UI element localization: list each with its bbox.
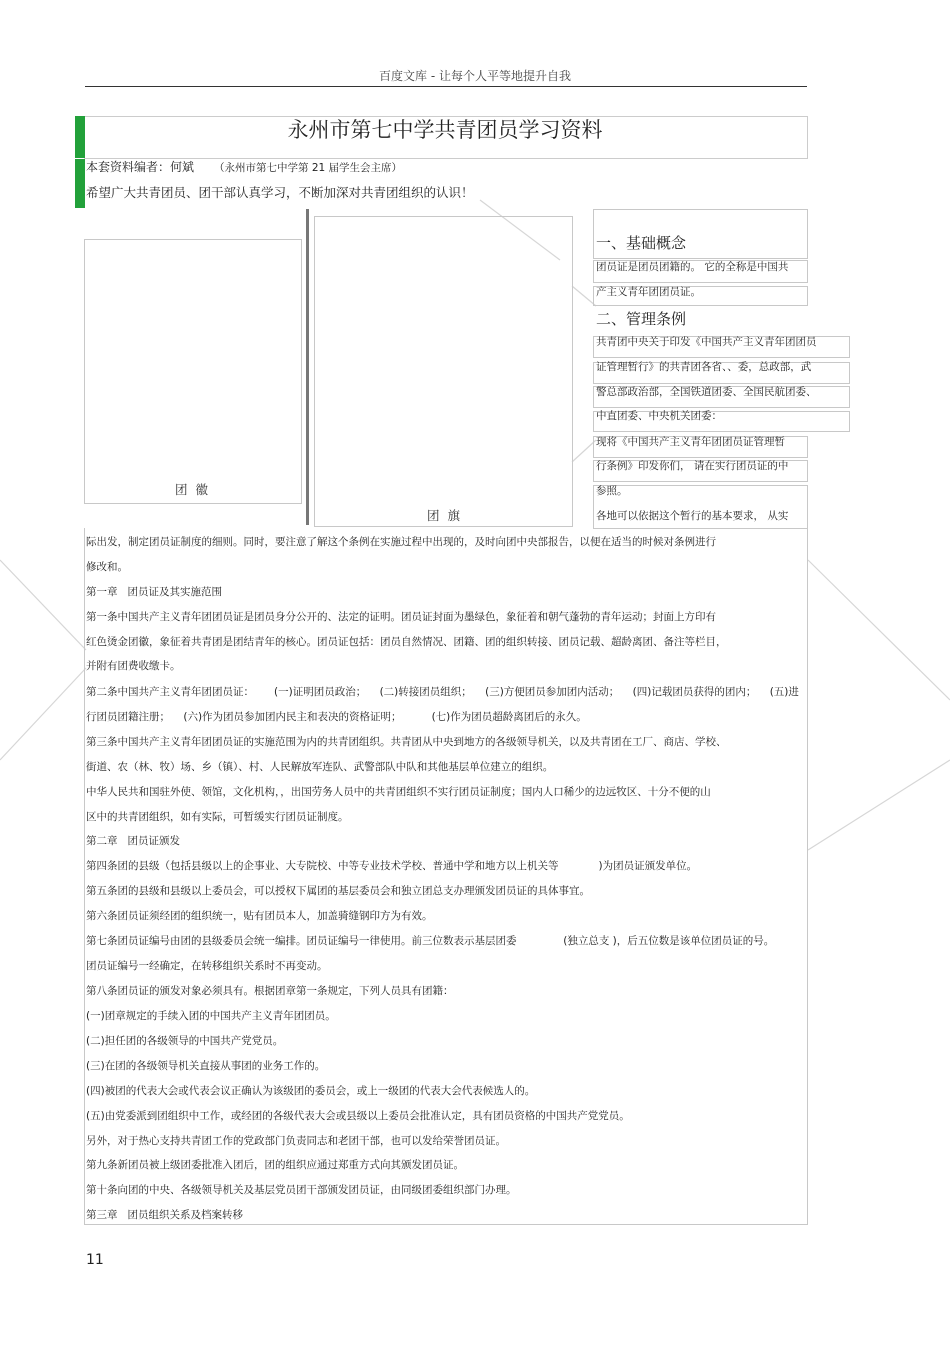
editor-line [86, 158, 402, 175]
body-line: (五)由党委派到团组织中工作，或经团的各级代表大会或县级以上委员会批准认定，具有团员资格的中国共产党党员。 [86, 1110, 630, 1122]
body-line: 第三条中国共产主义青年团团员证的实施范围为内的共青团组织。共青团从中央到地方的各级领导机关，以及共青团在工厂、商店、学校、 [86, 736, 727, 748]
body-line: (二)担任团的各级领导的中国共产党党员。 [86, 1035, 284, 1047]
body-line: 并附有团费收缴卡。 [86, 660, 181, 672]
body-line: 第九条新团员被上级团委批准入团后，团的组织应通过郑重方式向其颁发团员证。 [86, 1159, 464, 1171]
section2-line: 现将《中国共产主义青年团团员证管理暂 [596, 436, 785, 448]
page-number: 11 [86, 1252, 104, 1268]
body-line: 红色烫金团徽，象征着共青团是团结青年的核心。团员证包括：团员自然情况、团籍、团的组织转接、团员记载、超龄离团、备注等栏目， [86, 636, 727, 648]
body-line: 际出发，制定团员证制度的细则。同时，要注意了解这个条例在实施过程中出现的，及时向团中央部报告，以便在适当的时候对条例进行 [86, 536, 716, 548]
body-line: (四)被团的代表大会或代表会议正确认为该级团的委员会，或上一级团的代表大会代表候选人的。 [86, 1085, 536, 1097]
section1-heading: 一、基础概念 [596, 234, 687, 252]
section2-line: 警总部政治部，全国铁道团委、全国民航团委、 [596, 386, 817, 398]
section2-heading: 二、管理条例 [596, 310, 687, 328]
flag-caption: 团旗 [427, 508, 469, 523]
body-line: 第二章 团员证颁发 [86, 835, 181, 847]
page-header-text: 百度文库 - 让每个人平等地提升自我 [379, 69, 571, 83]
image-separator [306, 209, 309, 525]
section2-line: 参照。 [596, 485, 628, 497]
body-line: 第十条向团的中央、各级领导机关及基层党员团干部颁发团员证，由同级团委组织部门办理。 [86, 1184, 517, 1196]
body-line: 第一章 团员证及其实施范围 [86, 586, 223, 598]
body-line: 行团员团籍注册； (六)作为团员参加团内民主和表决的资格证明； (七)作为团员超龄离团后的永久。 [86, 711, 587, 723]
section2-line: 行条例》印发你们， 请在实行团员证的中 [596, 460, 789, 472]
section2-line: 证管理暂行》的共青团各省、、委，总政部，武 [596, 361, 812, 373]
body-line: 第五条团的县级和县级以上委员会，可以授权下属团的基层委员会和独立团总支办理颁发团员证的具体事宜。 [86, 885, 590, 897]
intro-accent-bar [75, 159, 85, 208]
section1-line: 团员证是团员团籍的。 它的全称是中国共 [596, 261, 789, 273]
body-line: 第一条中国共产主义青年团团员证是团员身分公开的、法定的证明。团员证封面为墨绿色，象征着和朝气蓬勃的青年运动；封面上方印有 [86, 611, 716, 623]
body-line: 第六条团员证须经团的组织统一，贴有团员本人，加盖骑缝钢印方为有效。 [86, 910, 433, 922]
editor-note: （永州市第七中学第 21 届学生会主席） [214, 162, 403, 174]
section2-line: 各地可以依据这个暂行的基本要求， 从实 [596, 510, 789, 522]
body-line: 团员证编号一经确定，在转移组织关系时不再变动。 [86, 960, 328, 972]
body-line: 另外，对于热心支持共青团工作的党政部门负责同志和老团干部，也可以发给荣誉团员证。 [86, 1135, 506, 1147]
body-line: 街道、农（林、牧）场、乡（镇）、村、人民解放军连队、武警部队中队和其他基层单位建立的组织。 [86, 761, 554, 773]
body-line: (三)在团的各级领导机关直接从事团的业务工作的。 [86, 1060, 326, 1072]
body-line: 第三章 团员组织关系及档案转移 [86, 1209, 244, 1221]
body-line: 第七条团员证编号由团的县级委员会统一编排。团员证编号一律使用。前三位数表示基层团委 (独立总支 )，后五位数是该单位团员证的号。 [86, 935, 775, 947]
flag-image-frame [314, 216, 573, 527]
body-line: 第八条团员证的颁发对象必须具有。根据团章第一条规定，下列人员具有团籍： [86, 985, 454, 997]
body-line: 区中的共青团组织，如有实际，可暂缓实行团员证制度。 [86, 811, 349, 823]
emblem-image-frame [84, 239, 302, 504]
intro-line: 希望广大共青团员、团干部认真学习，不断加深对共青团组织的认识！ [86, 185, 474, 200]
document-title: 永州市第七中学共青团员学习资料 [287, 118, 603, 142]
header-divider [85, 86, 807, 87]
body-line: 中华人民共和国驻外使、领馆，文化机构，，出国劳务人员中的共青团组织不实行团员证制度；国内人口稀少的边远牧区、十分不便的山 [86, 786, 711, 798]
section1-line: 产主义青年团团员证。 [596, 286, 701, 298]
body-line: 修改和。 [86, 561, 128, 573]
body-line: (一)团章规定的手续入团的中国共产主义青年团团员。 [86, 1010, 336, 1022]
emblem-caption: 团徽 [175, 482, 217, 497]
body-line: 第二条中国共产主义青年团团员证： (一)证明团员政治； (二)转接团员组织； (三)方便团员参加团内活动； (四)记载团员获得的团内； (五)进 [86, 686, 799, 698]
section2-line: 中直团委、中央机关团委： [596, 410, 722, 422]
editor-label: 本套资料编者：何斌 [86, 160, 195, 174]
body-line: 第四条团的县级（包括县级以上的企事业、大专院校、中等专业技术学校、普通中学和地方以上机关等 )为团员证颁发单位。 [86, 860, 698, 872]
section2-line: 共青团中央关于印发《中国共产主义青年团团员 [596, 336, 817, 348]
